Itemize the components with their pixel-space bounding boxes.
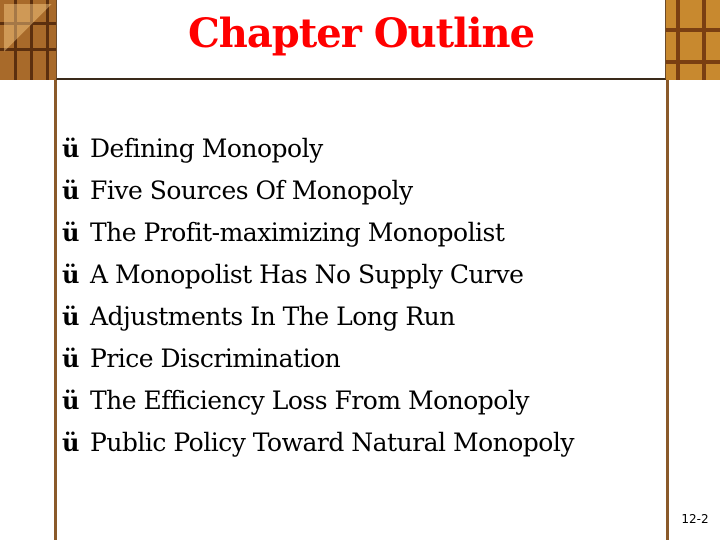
outline-item-label: Five Sources Of Monopoly bbox=[90, 176, 413, 205]
check-icon: ü bbox=[62, 428, 80, 457]
check-icon: ü bbox=[62, 218, 80, 247]
title-box bbox=[56, 0, 666, 80]
list-item bbox=[62, 212, 662, 254]
outline-item-label: Defining Monopoly bbox=[90, 134, 323, 163]
list-item bbox=[62, 296, 662, 338]
chapter-outline-list bbox=[62, 128, 662, 464]
list-item bbox=[62, 254, 662, 296]
check-icon: ü bbox=[62, 260, 80, 289]
right-border-rule bbox=[666, 80, 669, 540]
left-border-rule bbox=[54, 80, 57, 540]
list-item bbox=[62, 338, 662, 380]
decorative-corner-right bbox=[666, 0, 720, 80]
check-icon: ü bbox=[62, 134, 80, 163]
list-item bbox=[62, 128, 662, 170]
check-icon: ü bbox=[62, 302, 80, 331]
check-icon: ü bbox=[62, 344, 80, 373]
outline-item-label: Public Policy Toward Natural Monopoly bbox=[90, 428, 574, 457]
list-item bbox=[62, 380, 662, 422]
slide-header bbox=[0, 0, 720, 110]
outline-item-label: The Profit-maximizing Monopolist bbox=[90, 218, 505, 247]
list-item bbox=[62, 170, 662, 212]
check-icon: ü bbox=[62, 386, 80, 415]
outline-item-label: A Monopolist Has No Supply Curve bbox=[90, 260, 524, 289]
page-title: Chapter Outline bbox=[187, 10, 535, 57]
outline-item-label: Price Discrimination bbox=[90, 344, 341, 373]
check-icon: ü bbox=[62, 176, 80, 205]
outline-item-label: Adjustments In The Long Run bbox=[90, 302, 455, 331]
page-number: 12-2 bbox=[681, 512, 709, 526]
decorative-corner-highlight bbox=[4, 4, 52, 76]
outline-item-label: The Efficiency Loss From Monopoly bbox=[90, 386, 529, 415]
decorative-corner-left bbox=[0, 0, 56, 80]
list-item bbox=[62, 422, 662, 464]
